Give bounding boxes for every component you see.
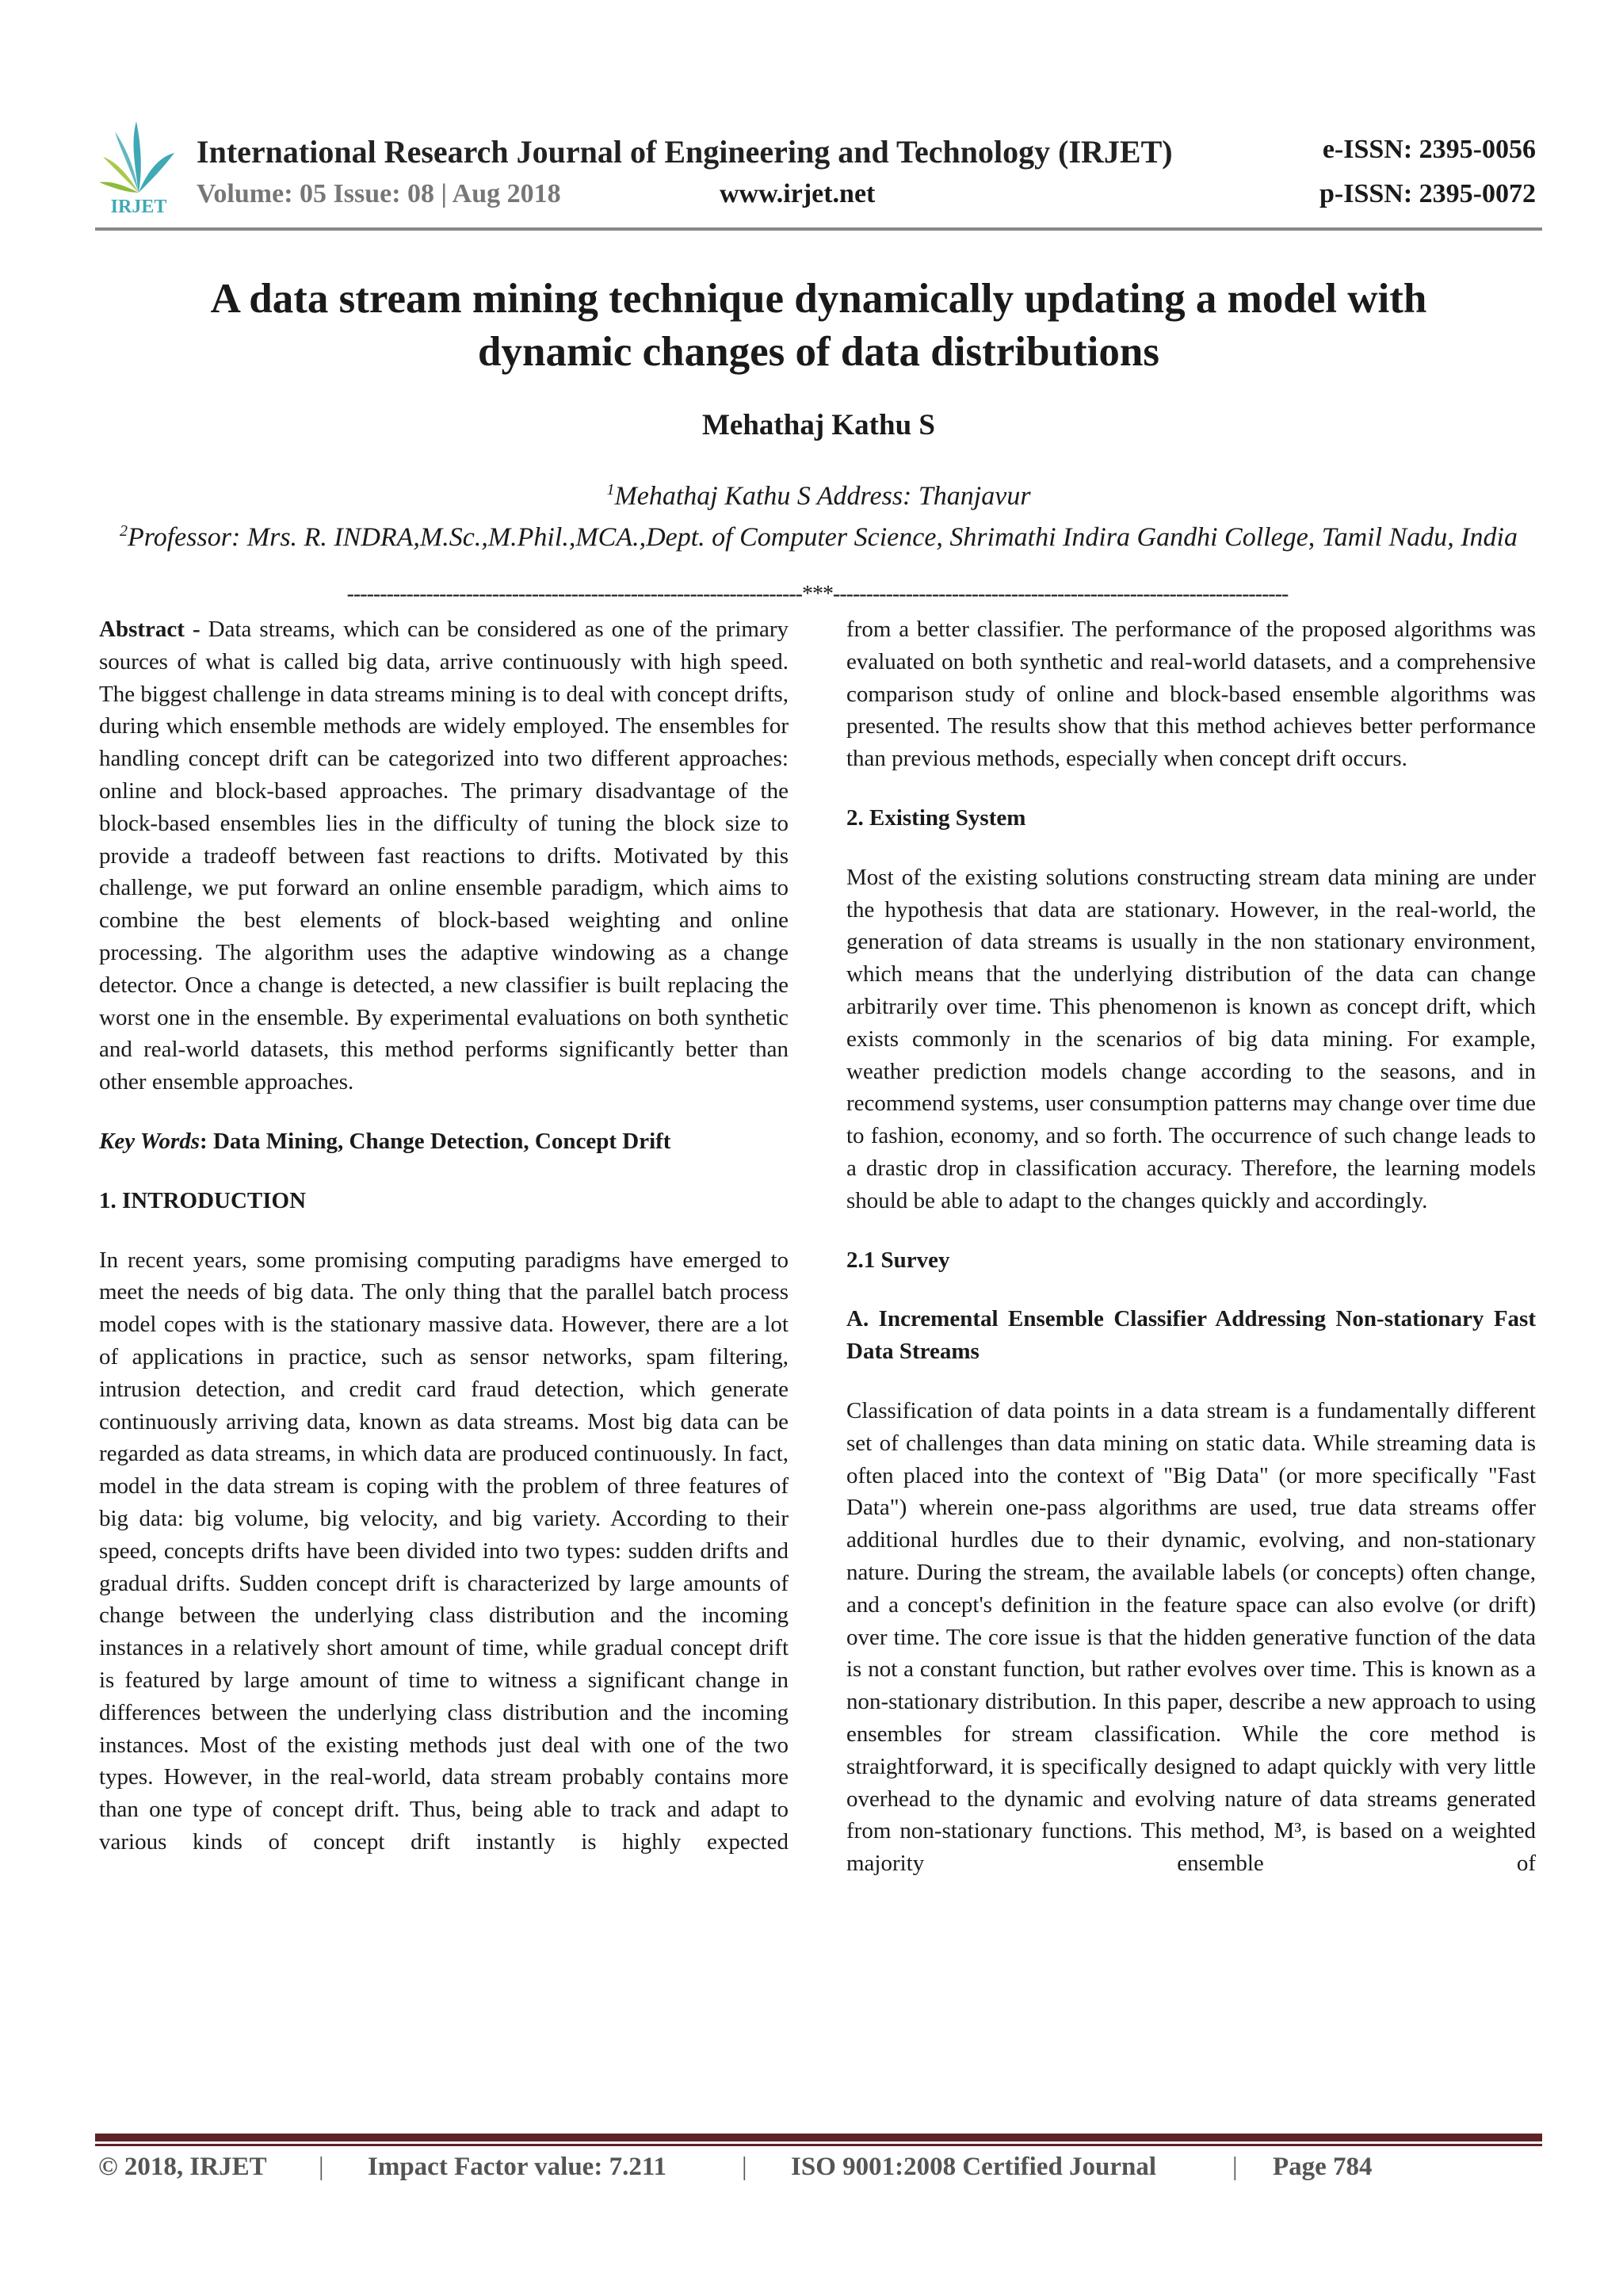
subsection-a-heading: A. Incremental Ensemble Classifier Addressing Non-stationary Fast Data Streams (846, 1306, 1536, 1365)
title-line-1: A data stream mining technique dynamically updating a model with (210, 276, 1427, 322)
continued-paragraph: from a better classifier. The performance of the proposed algorithms was evaluated on both synthetic and real-world datasets, and a comprehensive comparison study of online and block-based ensemble algorithms was presented. The results show that this method achieves better performance than previous methods, especially when concept drift occurs. (846, 617, 1536, 772)
aff-sup: 1 (606, 481, 615, 499)
journal-website[interactable]: www.irjet.net (720, 179, 876, 208)
journal-name: International Research Journal of Engineering and Technology (IRJET) (197, 134, 1173, 170)
footer-bar (95, 2134, 1542, 2141)
eissn: e-ISSN: 2395-0056 (1322, 135, 1536, 164)
left-column (99, 613, 789, 1885)
footer-divider: | (742, 2153, 747, 2181)
existing-system-heading: 2. Existing System (846, 804, 1026, 831)
existing-system-paragraph: Most of the existing solutions constructing stream data mining are under the hypothesis that data are stationary. However, in the real-world, the generation of data streams is usually in the non stationary environment, which means that the underlying distribution of the data can change arbitrarily over time. This phenomenon is known as concept drift, which exists commonly in the scenarios of big data mining. For example, weather prediction models change according to the seasons, and in recommend systems, user consumption patterns may change over time due to fashion, economy, and so forth. The occurrence of such change leads to a drastic drop in classification accuracy. Therefore, the learning models should be able to adapt to the changes quickly and accordingly. (846, 864, 1536, 1213)
footer-page-number: Page 784 (1273, 2153, 1373, 2181)
volume-issue: Volume: 05 Issue: 08 | Aug 2018 (197, 179, 561, 208)
paper-title (95, 273, 1542, 379)
pissn: p-ISSN: 2395-0072 (1319, 179, 1536, 208)
abstract-label: Abstract - (99, 617, 208, 642)
aff-text: Mehathaj Kathu S Address: Thanjavur (614, 481, 1031, 511)
keywords-label: Key Words (99, 1128, 200, 1154)
aff-text: Professor: Mrs. R. INDRA,M.Sc.,M.Phil.,MCA.,Dept. of Computer Science, Shrimathi Indira Gandhi College, Tamil Nadu, India (127, 522, 1518, 552)
header-rule (95, 227, 1542, 231)
intro-heading: 1. INTRODUCTION (99, 1187, 307, 1213)
svg-text:IRJET: IRJET (110, 197, 167, 216)
intro-paragraph: In recent years, some promising computing paradigms have emerged to meet the needs of big data. The only thing that the parallel batch process model copes with is the stationary massive data. However, there are a lot of applications in practice, such as sensor networks, spam filtering, intrusion detection, and credit card fraud detection, which generate continuously arriving data, known as data streams. Most big data can be regarded as data streams, in which data are produced continuously. In fact, model in the data stream is coping with the problem of three features of big data: big volume, big velocity, and big variety. According to their speed, concepts drifts have been divided into two types: sudden drifts and gradual drifts. Sudden concept drift is characterized by large amounts of change between the underlying class distribution and the incoming instances in a relatively short amount of time, while gradual concept drift is featured by large amount of time to witness a significant change in differences between the underlying class distribution and the incoming instances. Most of the existing methods just deal with one of the two types. However, in the real-world, data stream probably contains more than one type of concept drift. Thus, being able to track and adapt to various kinds of concept drift instantly is highly expected (99, 1247, 789, 1855)
aff-sup: 2 (119, 522, 128, 541)
subsection-a-paragraph: Classification of data points in a data stream is a fundamentally different set of challenges than data mining on static data. While streaming data is often placed into the context of "Big Data" (or more specifically "Fast Data") wherein one-pass algorithms are used, true data streams offer additional hurdles due to their dynamic, evolving, and non-stationary nature. During the stream, the available labels (or concepts) often change, and a concept's definition in the feature space can also evolve (or drift) over time. The core issue is that the hidden generative function of the data is not a constant function, but rather evolves over time. This is known as a non-stationary distribution. In this paper, describe a new approach to using ensembles for stream classification. While the core method is straightforward, it is specifically designed to adapt quickly with very little overhead to the dynamic and evolving nature of data streams generated from non-stationary functions. This method, M³, is based on a weighted majority ensemble of (846, 1397, 1536, 1877)
author: Mehathaj Kathu S (702, 409, 935, 441)
footer-bar-thin (95, 2144, 1542, 2146)
irjet-logo (95, 117, 182, 216)
footer-copyright: © 2018, IRJET (98, 2153, 267, 2181)
title-line-2: dynamic changes of data distributions (478, 329, 1159, 375)
abstract (99, 613, 789, 1098)
footer-divider: | (319, 2153, 324, 2181)
footer-iso: ISO 9001:2008 Certified Journal (791, 2153, 1157, 2181)
section-separator: ---------------------------------------------------------------------***--------------------------------------------------------------------- (346, 582, 1289, 606)
keywords-text: : Data Mining, Change Detection, Concept Drift (200, 1128, 671, 1154)
footer-divider: | (1232, 2153, 1238, 2181)
keywords (99, 1125, 789, 1158)
affiliation-2 (111, 514, 1526, 555)
footer-impact-factor: Impact Factor value: 7.211 (368, 2153, 667, 2181)
affiliation-1 (111, 472, 1526, 514)
survey-heading: 2.1 Survey (846, 1247, 950, 1273)
abstract-text: Data streams, which can be considered as one of the primary sources of what is called big data, arrive continuously with high speed. The biggest challenge in data streams mining is to deal with concept drifts, during which ensemble methods are widely employed. The ensembles for handling concept drift can be categorized into two different approaches: online and block-based approaches. The primary disadvantage of the block-based ensembles lies in the difficulty of tuning the block size to provide a tradeoff between fast reactions to drifts. Motivated by this challenge, we put forward an online ensemble paradigm, which aims to combine the best elements of block-based weighting and online processing. The algorithm uses the adaptive windowing as a change detector. Once a change is detected, a new classifier is built replacing the worst one in the ensemble. By experimental evaluations on both synthetic and real-world datasets, this method performs significantly better than other ensemble approaches. (99, 617, 789, 1095)
affiliations (111, 472, 1526, 556)
right-column (846, 613, 1536, 1907)
